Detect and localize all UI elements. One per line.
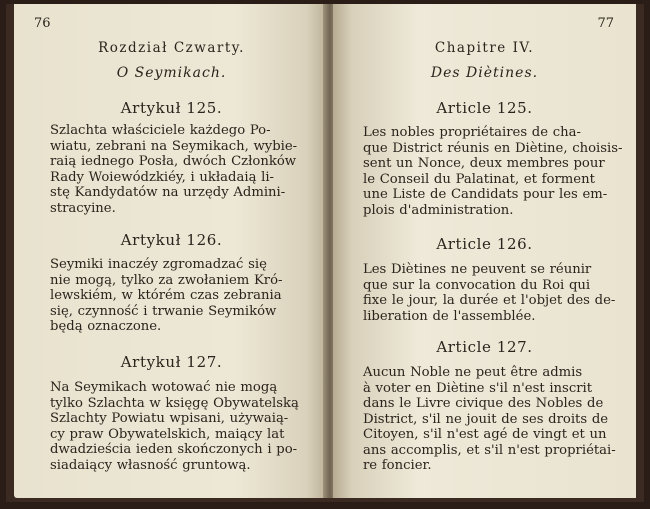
text-line: Les Diètines ne peuvent se réunir xyxy=(363,262,592,277)
left-page xyxy=(14,4,329,498)
text-line: fixe le jour, la durée et l'objet des de- xyxy=(363,293,616,308)
text-line: ans accomplis, et s'il n'est propriétai- xyxy=(363,442,616,458)
chapter-heading: Rozdział Czwarty. xyxy=(98,40,245,56)
article-text xyxy=(363,365,627,474)
text-line: się, czynność i trwanie Seymików xyxy=(50,303,277,319)
text-line: Citoyen, s'il n'est agé de vingt et un xyxy=(363,427,607,442)
text-line: Szlachty Powiatu wpisani, używaią- xyxy=(50,411,289,426)
section-subtitle: Des Diètines. xyxy=(430,65,539,81)
text-line: que sur la convocation du Roi qui xyxy=(363,277,591,293)
article-text xyxy=(50,257,328,335)
text-line: siadaiący własność gruntową. xyxy=(50,457,251,473)
text-line: stracyine. xyxy=(50,200,116,216)
article-heading: Artykuł 127. xyxy=(120,353,223,371)
right-page xyxy=(333,4,636,498)
article-text xyxy=(363,262,627,324)
text-line: Aucun Noble ne peut être admis xyxy=(363,365,583,380)
text-line: cy praw Obywatelskich, maiący lat xyxy=(50,426,285,442)
text-line: que District réunis en Diètine, choisis- xyxy=(363,140,623,156)
text-line: liberation de l'assemblée. xyxy=(363,308,536,324)
page-number: 76 xyxy=(34,16,51,31)
text-line: dans le Livre civique des Nobles de xyxy=(363,396,604,411)
text-line: nie mogą, tylko za zwołaniem Kró- xyxy=(50,272,283,288)
text-line: re foncier. xyxy=(363,458,432,473)
text-line: Les nobles propriétaires de cha- xyxy=(363,125,581,140)
text-line: sent un Nonce, deux membres pour xyxy=(363,156,605,171)
article-heading: Article 125. xyxy=(436,99,533,117)
open-book xyxy=(6,4,644,502)
chapter-heading: Chapitre IV. xyxy=(434,40,535,56)
text-line: plois d'administration. xyxy=(363,202,514,218)
text-line: Szlachta właściciele każdego Po- xyxy=(50,123,271,138)
article-text xyxy=(50,380,328,473)
text-line: une Liste de Candidats pour les em- xyxy=(363,187,608,202)
article-heading: Artykuł 126. xyxy=(120,231,223,249)
text-line: będą oznaczone. xyxy=(50,319,162,334)
section-subtitle: O Seymikach. xyxy=(116,65,227,81)
article-heading: Artykuł 125. xyxy=(120,99,223,117)
text-line: lewskiém, w którém czas zebrania xyxy=(50,288,282,303)
article-heading: Article 127. xyxy=(436,338,533,356)
text-line: le Conseil du Palatinat, et forment xyxy=(363,171,595,187)
text-line: à voter en Diètine s'il n'est inscrit xyxy=(363,380,593,396)
article-text xyxy=(363,125,627,218)
text-line: tylko Szlachta w księgę Obywatelską xyxy=(50,395,299,411)
text-line: stę Kandydatów na urzędy Admini- xyxy=(50,185,286,200)
text-line: dwadzieścia ieden skończonych i po- xyxy=(50,442,298,457)
article-text xyxy=(50,123,328,216)
text-line: Na Seymikach wotować nie mogą xyxy=(50,380,278,395)
text-line: raią iednego Posła, dwóch Członków xyxy=(50,154,297,169)
text-line: District, s'il ne jouit de ses droits de xyxy=(363,411,609,427)
text-line: wiatu, zebrani na Seymikach, wybie- xyxy=(50,138,298,154)
page-number: 77 xyxy=(597,16,614,31)
article-heading: Article 126. xyxy=(436,235,533,253)
text-line: Rady Woiewódzkiéy, i układaią li- xyxy=(50,169,275,185)
text-line: Seymiki inaczéy zgromadzać się xyxy=(50,257,267,272)
